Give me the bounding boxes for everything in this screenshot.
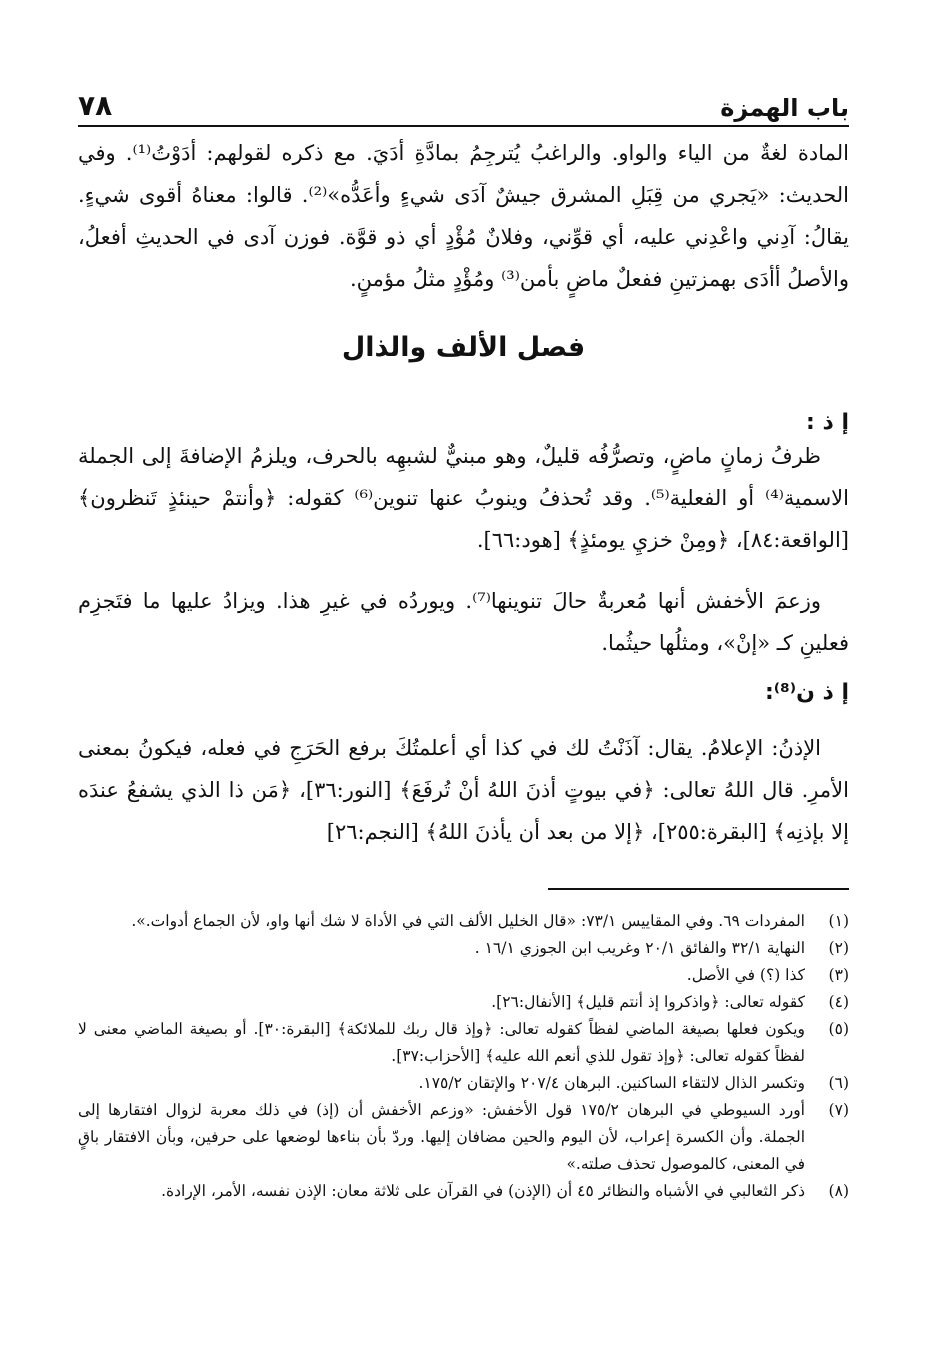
footnote-3	[78, 962, 849, 989]
footnote-number: (٨)	[828, 1182, 849, 1200]
footnote-6	[78, 1070, 849, 1097]
footnote-5	[78, 1016, 849, 1070]
header-rule	[78, 125, 849, 127]
entry-heading-idhn: إ ذ ن⁽⁸⁾:	[764, 680, 849, 705]
entry-idh-paragraph-2	[78, 580, 849, 664]
footnote-text: كقوله تعالى: ﴿واذكروا إذ أنتم قليل﴾ [الأنفال:٢٦].	[491, 993, 805, 1011]
footnote-number: (٤)	[828, 993, 849, 1011]
entry-idh-paragraph-1	[78, 435, 849, 561]
running-title: باب الهمزة	[720, 94, 849, 122]
paragraph-text: ظرفُ زمانٍ ماضٍ، وتصرُّفُه قليلٌ، وهو مبنيٌّ لشبهِه بالحرف، ويلزمُ الإضافةَ إلى الجملة الاسمية⁽⁴⁾ أو الفعلية⁽⁵⁾. وقد تُحذفُ وينوبُ عنها تنوين⁽⁶⁾ كقوله: ﴿وأنتمْ حينئذٍ تَنظرون﴾ [الواقعة:٨٤]، ﴿ومِنْ خزيِ يومئذٍ﴾ [هود:٦٦].	[78, 444, 849, 552]
footnote-text: أورد السيوطي في البرهان ١٧٥/٢ قول الأخفش: «وزعم الأخفش أن (إذ) في ذلك معربة لزوال افتقارها إلى الجملة. وأن الكسرة إعراب، لأن اليوم والحين مضافان إليها. وردّ بأن بناءها لوضعها على حرفين، وبأن الافتقار باقٍ في المعنى، كالموصول تحذف صلته.»	[78, 1101, 805, 1173]
paragraph-text: الإذنُ: الإعلامُ. يقال: آذَنْتُ لك في كذا أي أعلمتُكَ برفع الحَرَجِ في فعله، فيكونُ بمعنى الأمرِ. قال اللهُ تعالى: ﴿في بيوتٍ أذنَ اللهُ أنْ تُرفَعَ﴾ [النور:٣٦]، ﴿مَن ذا الذي يشفعُ عندَه إلا بإذنِه﴾ [البقرة:٢٥٥]، ﴿إلا من بعد أن يأذنَ اللهُ﴾ [النجم:٢٦]	[78, 736, 849, 844]
footnote-text: ذكر الثعالبي في الأشباه والنظائر ٤٥ أن (الإذن) في القرآن على ثلاثة معان: الإذن نفسه، الأمر، الإرادة.	[161, 1182, 805, 1200]
footnote-text: النهاية ٣٢/١ والفائق ٢٠/١ وغريب ابن الجوزي ١٦/١ .	[474, 939, 805, 957]
paragraph-text: المادة لغةٌ من الياء والواو. والراغبُ يُترجِمُ بمادَّةِ أدَيَ. مع ذكره لقولهم: أدَوْتُ⁽¹⁾. وفي الحديث: «يَجري من قِبَلِ المشرق جيشٌ آدَى شيءٍ وأعَدُّه»⁽²⁾. قالوا: معناهُ أقوى شيءٍ. يقالُ: آدِني واعْدِني عليه، أي قوِّني، وفلانٌ مُؤْدٍ أي ذو قوَّة. فوزن آدى في الحديثِ أفعلُ، والأصلُ أأدَى بهمزتينِ ففعلٌ ماضٍ بأمن⁽³⁾ ومُؤْدٍ مثلُ مؤمنٍ.	[78, 141, 849, 291]
page-header	[78, 82, 849, 122]
page-number: ٧٨	[78, 89, 113, 122]
footnote-8	[78, 1178, 849, 1205]
footnote-number: (١)	[828, 912, 849, 930]
footnote-1	[78, 908, 849, 935]
footnote-number: (٥)	[828, 1020, 849, 1038]
footnote-number: (٦)	[828, 1074, 849, 1092]
intro-paragraph	[78, 132, 849, 300]
footnote-text: ويكون فعلها بصيغة الماضي لفظاً كقوله تعالى: ﴿وإذ قال ربك للملائكة﴾ [البقرة:٣٠]. أو بصيغة الماضي معنى لا لفظاً كقوله تعالى: ﴿وإذ تقول للذي أنعم الله عليه﴾ [الأحزاب:٣٧].	[78, 1020, 805, 1065]
footnote-separator	[548, 888, 849, 890]
footnote-number: (٧)	[828, 1101, 849, 1119]
footnotes	[78, 908, 849, 1205]
footnote-4	[78, 989, 849, 1016]
footnote-7	[78, 1097, 849, 1178]
paragraph-text: وزعمَ الأخفش أنها مُعربةٌ حالَ تنوينها⁽⁷⁾. ويوردُه في غيرِ هذا. ويزادُ عليها ما فتَجزِم فعلينِ كـ «إنْ»، ومثلُها حيثُما.	[78, 589, 849, 655]
entry-heading-idh: إ ذ :	[806, 410, 849, 435]
footnote-text: المفردات ٦٩. وفي المقاييس ٧٣/١: «قال الخليل الألف التي في الأداة لا شك أنها واو، لأن الجماع أدوات.».	[131, 912, 805, 930]
section-heading: فصل الألف والذال	[341, 332, 586, 363]
footnote-2	[78, 935, 849, 962]
entry-idhn-paragraph-1	[78, 727, 849, 853]
footnote-text: كذا (؟) في الأصل.	[686, 966, 805, 984]
footnote-number: (٣)	[828, 966, 849, 984]
footnote-number: (٢)	[828, 939, 849, 957]
footnote-text: وتكسر الذال لالتقاء الساكنين. البرهان ٢٠٧/٤ والإتقان ١٧٥/٢.	[418, 1074, 805, 1092]
